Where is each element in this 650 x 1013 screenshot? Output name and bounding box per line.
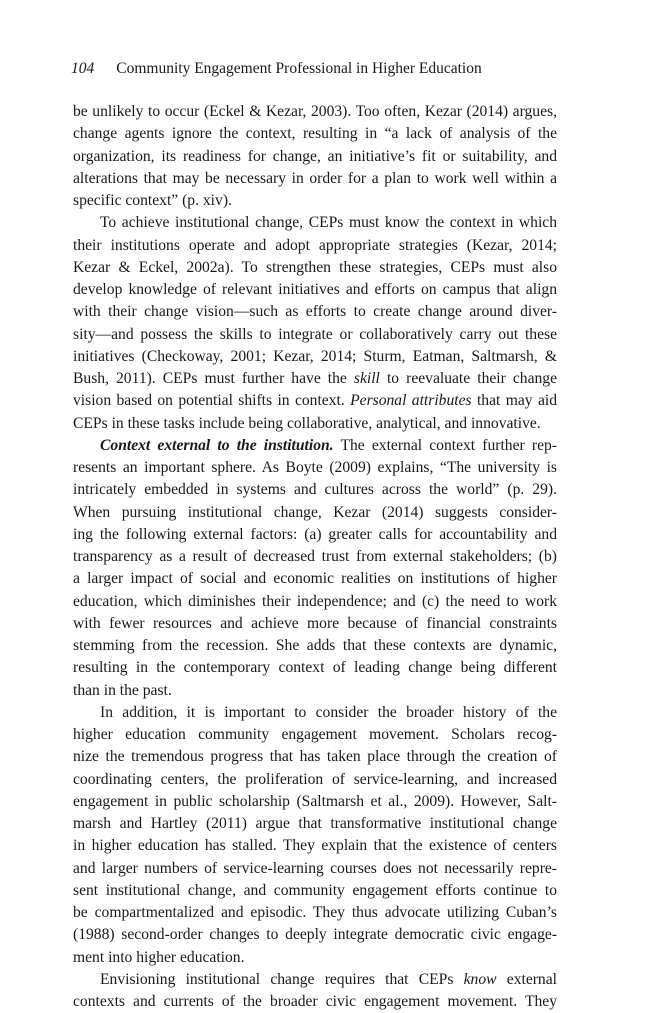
text-run: a larger impact of social and economic realities on institutions of higher: [73, 570, 557, 588]
text-run: with their change vision—such as efforts to create change around diver-: [73, 303, 557, 321]
text-run: sity—and possess the skills to integrate or collaboratively carry out these: [73, 325, 557, 343]
text-line: [73, 346, 557, 368]
text-line: [73, 479, 557, 501]
text-run: know: [463, 970, 497, 988]
text-line: [73, 902, 557, 924]
text-line: [73, 524, 557, 546]
text-line: [73, 969, 557, 991]
text-run: In addition, it is important to consider the broader history of the: [100, 703, 557, 721]
text-line: [73, 502, 557, 524]
text-run: Envisioning institutional change requires that CEPs: [100, 970, 464, 988]
text-run: Bush, 2011). CEPs must further have the: [73, 370, 354, 387]
page-number: 104: [71, 60, 95, 77]
text-line: [73, 190, 557, 212]
text-run: Personal attributes: [350, 392, 472, 410]
text-run: engagement in public scholarship (Saltmarsh et al., 2009). However, Salt-: [73, 792, 557, 810]
text-line: [73, 301, 557, 323]
text-line: [73, 435, 557, 457]
text-run: vision based on potential shifts in context.: [73, 392, 351, 410]
text-run: resulting in the contemporary context of leading change being different: [73, 659, 557, 677]
text-run: specific context” (p. xiv).: [73, 192, 232, 209]
text-run: be compartmentalized and episodic. They thus advocate utilizing Cuban’s: [73, 904, 557, 921]
text-line: [73, 413, 557, 435]
text-run: ment into higher education.: [73, 948, 245, 966]
text-line: [73, 457, 557, 479]
text-line: [73, 257, 557, 279]
text-run: resents an important sphere. As Boyte (2009) explains, “The university is: [73, 459, 557, 476]
text-run: (1988) second-order changes to deeply integrate democratic civic engage-: [73, 926, 557, 944]
text-line: [73, 390, 557, 412]
text-line: [73, 101, 557, 123]
text-run: change agents ignore the context, resulting in “a lack of analysis of the: [73, 125, 557, 143]
text-run: Kezar & Eckel, 2002a). To strengthen these strategies, CEPs must also: [73, 258, 557, 276]
text-line: [73, 724, 557, 746]
text-line: [73, 591, 557, 613]
text-line: [73, 880, 557, 902]
running-header: [71, 59, 571, 79]
text-line: [73, 279, 557, 301]
text-line: [73, 568, 557, 590]
text-line: [73, 168, 557, 190]
text-run: be unlikely to occur (Eckel & Kezar, 2003). Too often, Kezar (2014) argues,: [73, 103, 557, 120]
text-line: [73, 546, 557, 568]
text-run: coordinating centers, the proliferation of service-learning, and increased: [73, 770, 557, 788]
text-line: [73, 813, 557, 835]
text-run: stemming from the recession. She adds that these contexts are dynamic,: [73, 637, 557, 654]
text-run: marsh and Hartley (2011) argue that transformative institutional change: [73, 815, 557, 832]
text-run: initiatives (Checkoway, 2001; Kezar, 2014; Sturm, Eatman, Saltmarsh, &: [73, 347, 557, 365]
running-title: Community Engagement Professional in Higher Education: [116, 60, 482, 77]
text-line: [73, 635, 557, 657]
text-run: their institutions operate and adopt appropriate strategies (Kezar, 2014;: [73, 236, 557, 254]
text-run: Context external to the institution.: [100, 436, 334, 454]
text-run: develop knowledge of relevant initiatives and efforts on campus that align: [73, 281, 557, 298]
text-run: that may aid: [471, 392, 557, 410]
body-text: [73, 101, 557, 1013]
text-line: [73, 702, 557, 724]
text-line: [73, 991, 557, 1013]
text-line: [73, 858, 557, 880]
text-line: [73, 368, 557, 390]
text-run: When pursuing institutional change, Kezar (2014) suggests consider-: [73, 503, 557, 521]
text-run: organization, its readiness for change, an initiative’s fit or suitability, and: [73, 147, 557, 165]
text-line: [73, 123, 557, 145]
text-line: [73, 657, 557, 679]
text-run: CEPs in these tasks include being collaborative, analytical, and innovative.: [73, 414, 541, 432]
text-run: alterations that may be necessary in order for a plan to work well within a: [73, 169, 557, 187]
text-run: higher education community engagement movement. Scholars recog-: [73, 726, 557, 743]
text-run: The external context further rep-: [333, 436, 557, 454]
text-run: to reevaluate their change: [379, 370, 558, 387]
text-line: [73, 835, 557, 857]
text-line: [73, 613, 557, 635]
text-line: [73, 235, 557, 257]
text-run: sent institutional change, and community engagement efforts continue to: [73, 881, 557, 899]
text-run: than in the past.: [73, 681, 172, 699]
text-run: contexts and currents of the broader civic engagement movement. They: [73, 993, 557, 1010]
text-line: [73, 680, 557, 702]
text-run: ing the following external factors: (a) greater calls for accountability and: [73, 525, 557, 543]
text-line: [73, 746, 557, 768]
text-run: external: [496, 970, 557, 988]
text-run: with fewer resources and achieve more because of financial constraints: [73, 614, 557, 632]
text-line: [73, 212, 557, 234]
text-line: [73, 924, 557, 946]
text-run: in higher education has stalled. They explain that the existence of centers: [73, 837, 557, 855]
text-run: education, which diminishes their independence; and (c) the need to work: [73, 592, 557, 610]
text-run: To achieve institutional change, CEPs must know the context in which: [100, 214, 557, 232]
text-run: and larger numbers of service-learning courses does not necessarily repre-: [73, 859, 557, 877]
text-line: [73, 769, 557, 791]
text-run: skill: [353, 370, 380, 387]
text-run: intricately embedded in systems and cultures across the world” (p. 29).: [73, 481, 557, 499]
text-line: [73, 146, 557, 168]
text-line: [73, 947, 557, 969]
text-run: transparency as a result of decreased trust from external stakeholders; (b): [73, 548, 557, 565]
text-line: [73, 324, 557, 346]
text-line: [73, 791, 557, 813]
text-run: nize the tremendous progress that has taken place through the creation of: [73, 748, 557, 766]
